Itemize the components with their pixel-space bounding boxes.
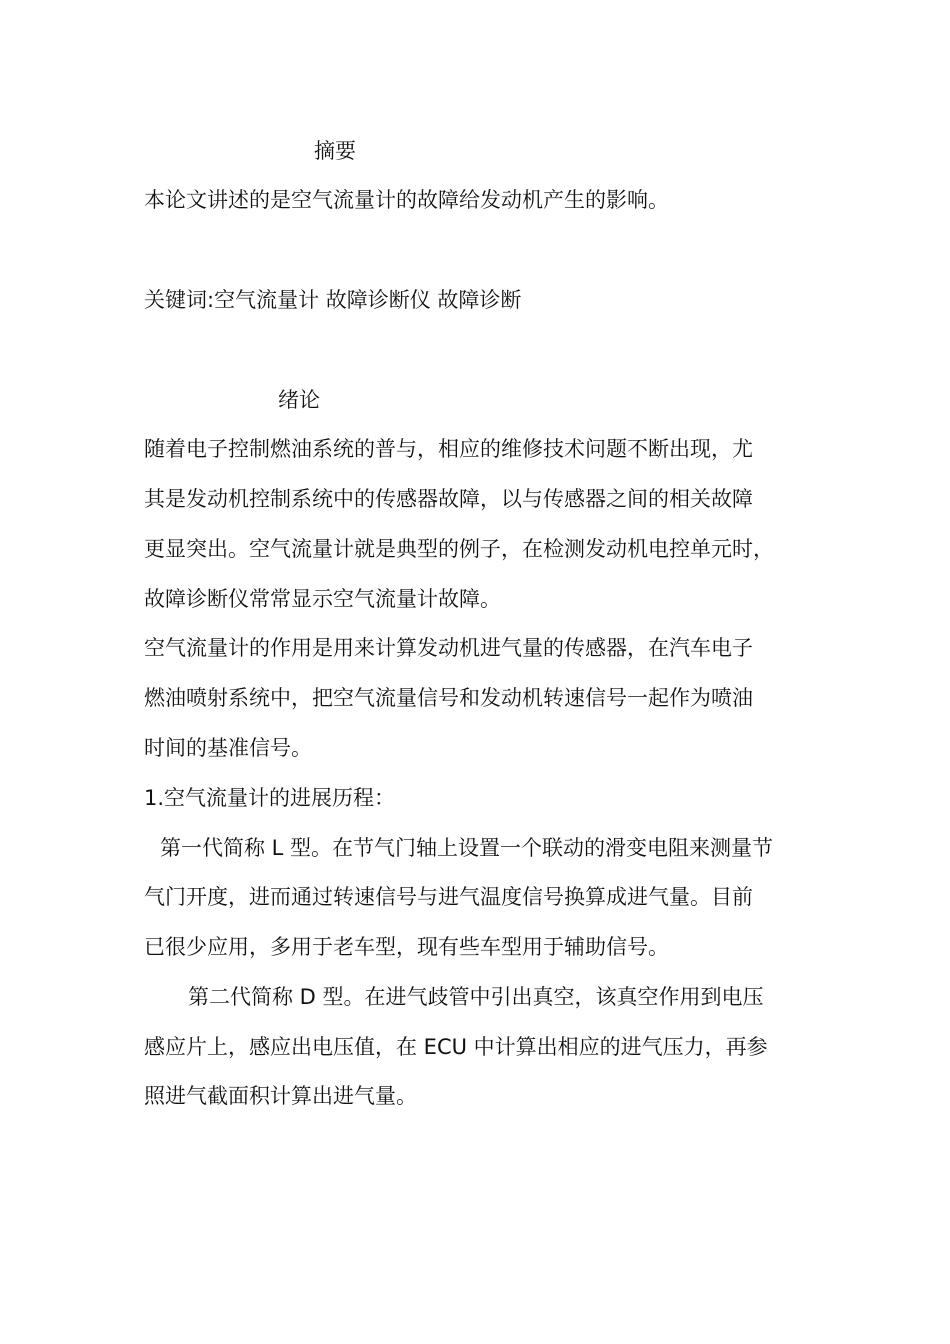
paragraph-line: 时间的基准信号。 xyxy=(144,736,312,760)
paragraph-line: 已很少应用，多用于老车型，现有些车型用于辅助信号。 xyxy=(144,935,669,959)
paragraph-line: 第二代简称 D 型。在进气歧管中引出真空，该真空作用到电压 xyxy=(188,985,764,1009)
abstract-heading: 摘要 xyxy=(314,139,356,163)
paragraph-line: 第一代简称 L 型。在节气门轴上设置一个联动的滑变电阻来测量节 xyxy=(160,836,774,860)
paragraph-line: 感应片上，感应出电压值，在 ECU 中计算出相应的进气压力，再参 xyxy=(144,1035,768,1059)
paragraph-line: 气门开度，进而通过转速信号与进气温度信号换算成进气量。目前 xyxy=(144,885,753,909)
paragraph-line: 燃油喷射系统中，把空气流量信号和发动机转速信号一起作为喷油 xyxy=(144,686,753,710)
paragraph-line: 更显突出。空气流量计就是典型的例子，在检测发动机电控单元时， xyxy=(144,537,774,561)
paragraph-line: 照进气截面积计算出进气量。 xyxy=(144,1084,417,1108)
paragraph-line: 随着电子控制燃油系统的普与，相应的维修技术问题不断出现，尤 xyxy=(144,437,753,461)
section-title: 1.空气流量计的进展历程： xyxy=(144,786,396,810)
keywords-line: 关键词:空气流量计 故障诊断仪 故障诊断 xyxy=(144,288,522,312)
paragraph-line: 故障诊断仪常常显示空气流量计故障。 xyxy=(144,587,501,611)
abstract-text: 本论文讲述的是空气流量计的故障给发动机产生的影响。 xyxy=(144,188,669,212)
introduction-heading: 绪论 xyxy=(278,388,320,412)
paragraph-line: 空气流量计的作用是用来计算发动机进气量的传感器，在汽车电子 xyxy=(144,636,753,660)
paragraph-line: 其是发动机控制系统中的传感器故障，以与传感器之间的相关故障 xyxy=(144,487,753,511)
